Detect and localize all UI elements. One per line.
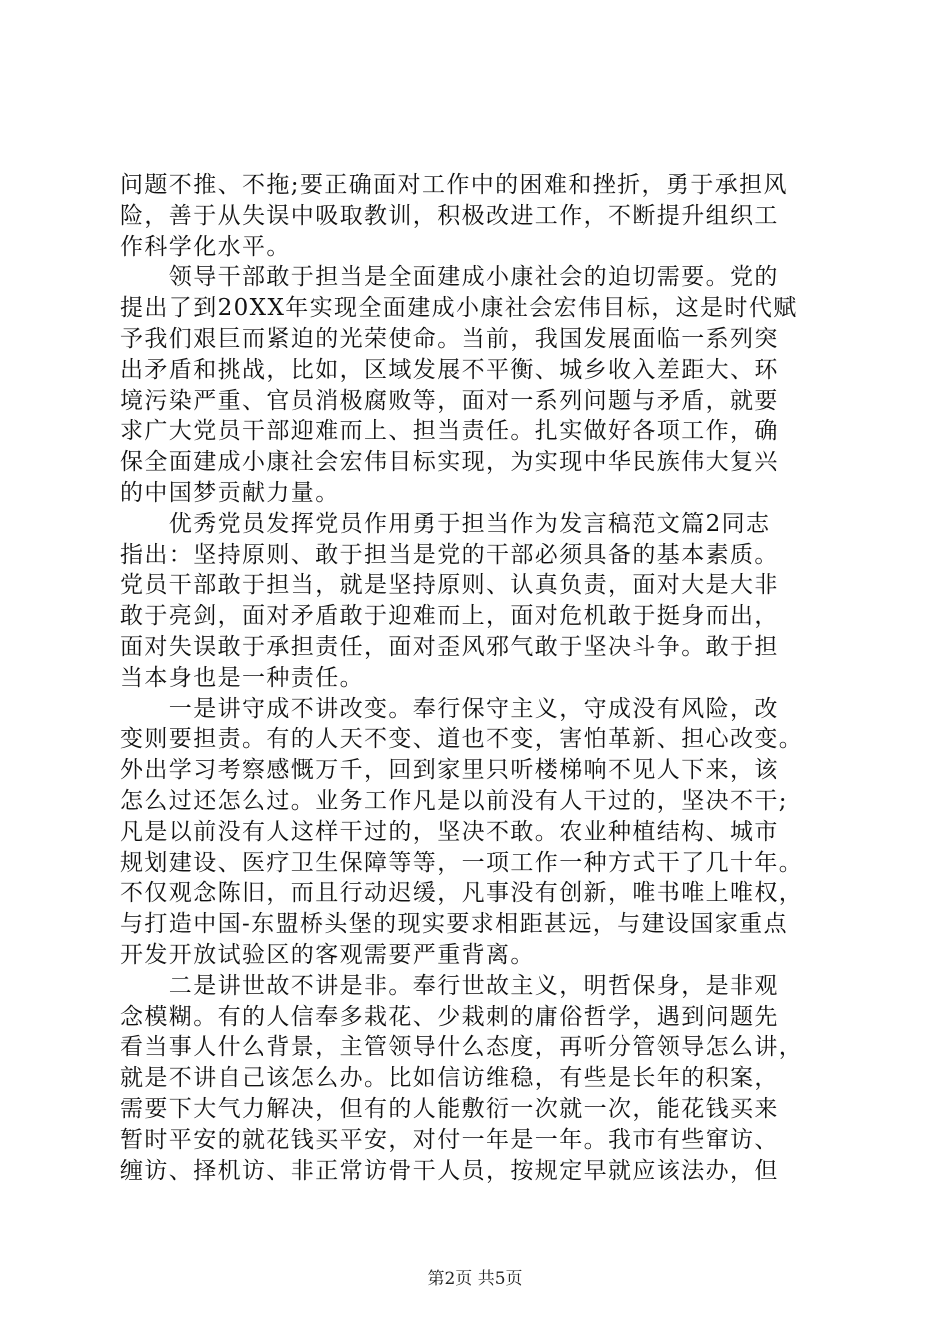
document-body [120, 170, 832, 1186]
paragraph [120, 971, 832, 1187]
text-line: 缠访、择机访、非正常访骨干人员，按规定早就应该法办，但 [120, 1157, 779, 1184]
text-line: 暂时平安的就花钱买平安，对付一年是一年。我市有些窜访、 [120, 1126, 779, 1153]
text-line: 问题不推、不拖;要正确面对工作中的困难和挫折，勇于承担风 [120, 172, 788, 198]
text-line: 求广大党员干部迎难而上、担当责任。扎实做好各项工作，确 [120, 418, 779, 445]
paragraph [120, 694, 832, 971]
text-line: 党员干部敢于担当，就是坚持原则、认真负责，面对大是大非 [120, 572, 779, 599]
text-line: 规划建设、医疗卫生保障等等，一项工作一种方式干了几十年。 [120, 849, 804, 876]
text-line: 领导干部敢于担当是全面建成小康社会的迫切需要。党的 [120, 264, 779, 291]
text-line: 与打造中国-东盟桥头堡的现实要求相距甚远，与建设国家重点 [120, 911, 788, 938]
text-line: 保全面建成小康社会宏伟目标实现，为实现中华民族伟大复兴 [120, 449, 779, 476]
text-line: 予我们艰巨而紧迫的光荣使命。当前，我国发展面临一系列突 [120, 325, 779, 352]
text-line: 面对失误敢于承担责任，面对歪风邪气敢于坚决斗争。敢于担 [120, 633, 779, 660]
text-line: 险，善于从失误中吸取教训，积极改进工作，不断提升组织工 [120, 202, 779, 229]
text-line: 作科学化水平。 [120, 233, 291, 260]
text-line: 出矛盾和挑战，比如，区域发展不平衡、城乡收入差距大、环 [120, 356, 779, 383]
text-line: 看当事人什么背景，主管领导什么态度，再听分管领导怎么讲， [120, 1034, 804, 1061]
text-line: 就是不讲自己该怎么办。比如信访维稳，有些是长年的积案， [120, 1065, 779, 1092]
text-line: 一是讲守成不讲改变。奉行保守主义，守成没有风险，改 [120, 695, 779, 722]
text-line: 凡是以前没有人这样干过的，坚决不敢。农业种植结构、城市 [120, 818, 779, 845]
text-line: 提出了到20XX年实现全面建成小康社会宏伟目标，这是时代赋 [120, 295, 798, 322]
text-line: 二是讲世故不讲是非。奉行世故主义，明哲保身，是非观 [120, 972, 779, 999]
paragraph [120, 262, 832, 508]
text-line: 境污染严重、官员消极腐败等，面对一系列问题与矛盾，就要 [120, 387, 779, 414]
paragraph [120, 509, 832, 694]
text-line: 当本身也是一种责任。 [120, 664, 364, 691]
text-line: 需要下大气力解决，但有的人能敷衍一次就一次，能花钱买来 [120, 1095, 779, 1122]
text-line: 变则要担责。有的人天不变、道也不变，害怕革新、担心改变。 [120, 726, 804, 753]
text-line: 外出学习考察感慨万千，回到家里只听楼梯响不见人下来，该 [120, 757, 779, 784]
text-line: 开发开放试验区的客观需要严重背离。 [120, 941, 535, 968]
text-line: 怎么过还怎么过。业务工作凡是以前没有人干过的，坚决不干; [120, 787, 788, 814]
text-line: 优秀党员发挥党员作用勇于担当作为发言稿范文篇2同志 [120, 510, 771, 537]
text-line: 敢于亮剑，面对矛盾敢于迎难而上，面对危机敢于挺身而出， [120, 603, 779, 630]
text-line: 不仅观念陈旧，而且行动迟缓，凡事没有创新，唯书唯上唯权， [120, 880, 804, 907]
page-footer: 第2页 共5页 [427, 1269, 523, 1289]
text-line: 指出：坚持原则、敢于担当是党的干部必须具备的基本素质。 [120, 541, 779, 568]
paragraph [120, 170, 832, 262]
text-line: 念模糊。有的人信奉多栽花、少栽刺的庸俗哲学，遇到问题先 [120, 1003, 779, 1030]
text-line: 的中国梦贡献力量。 [120, 479, 340, 506]
